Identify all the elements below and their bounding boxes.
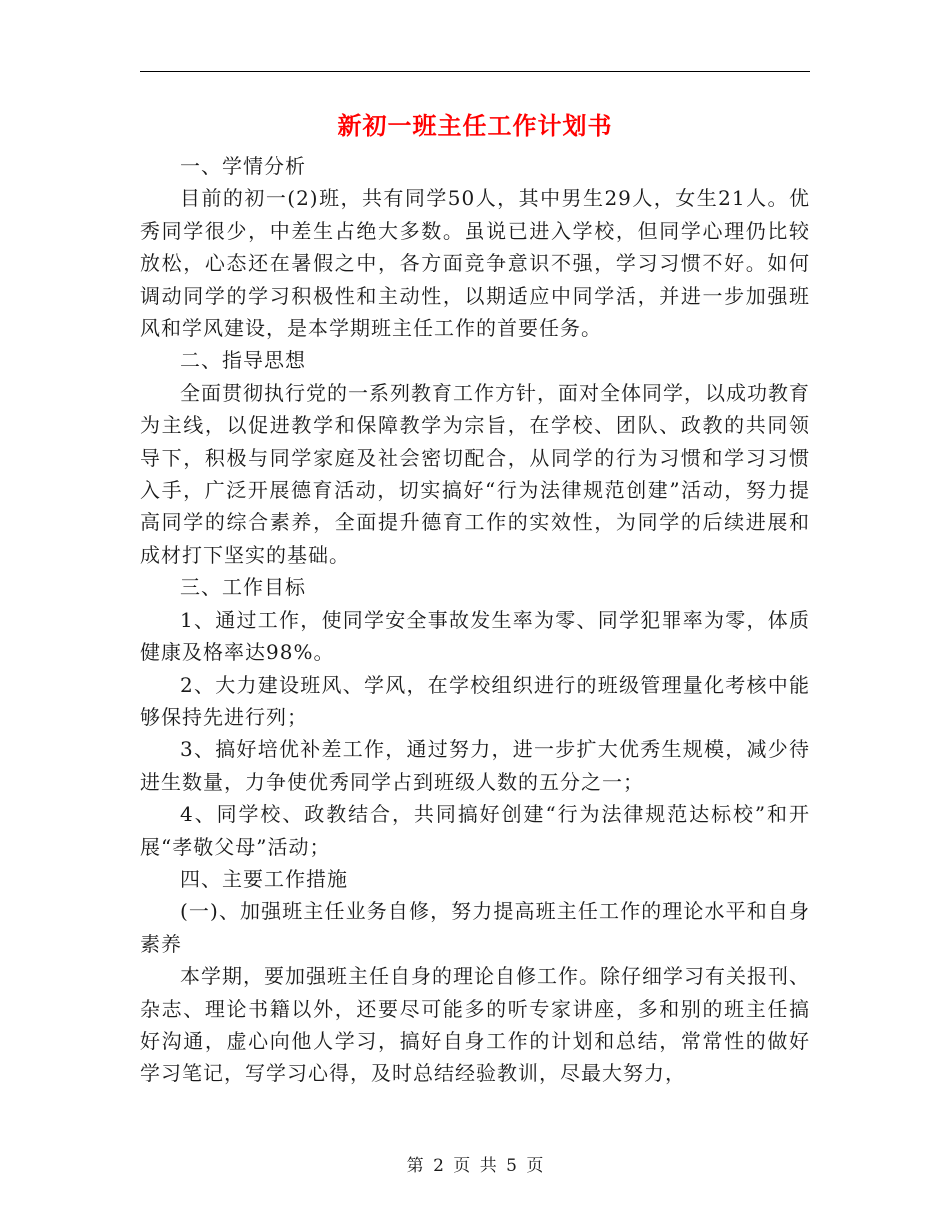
paragraph-guiding-thought: 全面贯彻执行党的一系列教育工作方针，面对全体同学，以成功教育为主线，以促进教学和保障教学为宗旨，在学校、团队、政教的共同领导下，积极与同学家庭及社会密切配合，从同学的行为习惯和学习习惯入手，广泛开展德育活动，切实搞好“行为法律规范创建”活动，努力提高同学的综合素养，全面提升德育工作的实效性，为同学的后续进展和成材打下坚实的基础。 <box>140 380 810 567</box>
paragraph-analysis: 目前的初一(2)班，共有同学50人，其中男生29人，女生21人。优秀同学很少，中差生占绝大多数。虽说已进入学校，但同学心理仍比较放松，心态还在暑假之中，各方面竞争意识不强，学习习惯不好。如何调动同学的学习积极性和主动性，以期适应中同学活，并进一步加强班风和学风建设，是本学期班主任工作的首要任务。 <box>140 186 810 341</box>
section-heading-guiding-thought: 二、指导思想 <box>180 348 306 373</box>
goal-item-1: 1、通过工作，使同学安全事故发生率为零、同学犯罪率为零，体质健康及格率达98%。 <box>140 607 810 665</box>
section-heading-analysis: 一、学情分析 <box>180 154 306 178</box>
section-heading-measures: 四、主要工作措施 <box>180 866 348 891</box>
document-body <box>140 150 810 1090</box>
paragraph-measure-1: 本学期，要加强班主任自身的理论自修工作。除仔细学习有关报刊、杂志、理论书籍以外，还要尽可能多的听专家讲座，多和别的班主任搞好沟通，虚心向他人学习，搞好自身工作的计划和总结，常常性的做好学习笔记，写学习心得，及时总结经验教训，尽最大努力， <box>140 964 810 1086</box>
header-rule <box>140 71 810 72</box>
goal-item-3: 3、搞好培优补差工作，通过努力，进一步扩大优秀生规模，减少待进生数量，力争使优秀同学占到班级人数的五分之一； <box>140 737 810 794</box>
goal-item-4: 4、同学校、政教结合，共同搞好创建“行为法律规范达标校”和开展“孝敬父母”活动； <box>140 802 810 859</box>
document-title: 新初一班主任工作计划书 <box>337 111 613 140</box>
goal-item-2: 2、大力建设班风、学风，在学校组织进行的班级管理量化考核中能够保持先进行列； <box>140 672 810 729</box>
section-heading-goals: 三、工作目标 <box>180 575 306 600</box>
measure-subheading-1: (一)、加强班主任业务自修，努力提高班主任工作的理论水平和自身素养 <box>140 899 810 956</box>
page-number-footer: 第 2 页 共 5 页 <box>406 1156 544 1176</box>
